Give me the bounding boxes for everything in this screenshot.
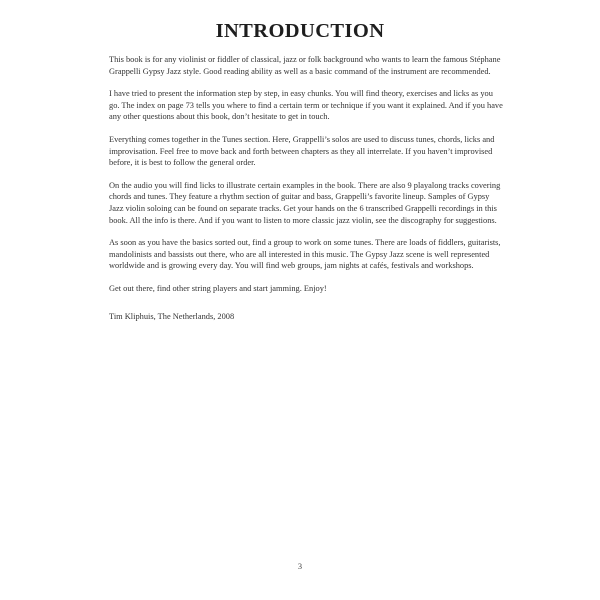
page-title: INTRODUCTION	[215, 20, 385, 42]
paragraph-tunes-section: Everything comes together in the Tunes section. Here, Grappelli’s solos are used to discuss tunes, chords, licks and improvisation. Feel free to move back and forth between chapters as they all interrelate. If you haven’t improvised before, it is best to follow the general order.	[109, 134, 495, 168]
paragraph-find-group: As soon as you have the basics sorted out, find a group to work on some tunes. There are loads of fiddlers, guitarists, mandolinists and bassists out there, who are all interested in this music. The Gypsy Jazz scene is well represented worldwide and is growing every day. You will find web groups, jam nights at cafés, festivals and workshops.	[109, 238, 501, 271]
paragraph-audio: On the audio you will find licks to illustrate certain examples in the book. There are also 9 playalong tracks covering chords and tunes. They feature a rhythm section of guitar and bass, Grappelli’s favorite lineup. Samples of Gypsy Jazz violin soloing can be found on separate tracks. Get your hands on the 6 transcribed Grappelli recordings in this book. All the info is there. And if you want to listen to more classic jazz violin, see the discography for suggestions.	[109, 180, 501, 225]
page-number: 3	[297, 562, 303, 571]
introduction-body	[109, 54, 504, 333]
paragraph-structure: I have tried to present the information step by step, in easy chunks. You will find theory, exercises and licks as you go. The index on page 73 tells you where to find a certain term or technique if you want it explained. And if you have any other questions about this book, don’t hesitate to get in touch.	[109, 89, 503, 122]
paragraph-audience: This book is for any violinist or fiddler of classical, jazz or folk background who wants to learn the famous Stéphane Grappelli Gypsy Jazz style. Good reading ability as well as a basic command of the instrument are recommended.	[109, 55, 501, 76]
author-signature: Tim Kliphuis, The Netherlands, 2008	[109, 311, 235, 321]
paragraph-closing: Get out there, find other string players and start jamming. Enjoy!	[109, 283, 327, 293]
